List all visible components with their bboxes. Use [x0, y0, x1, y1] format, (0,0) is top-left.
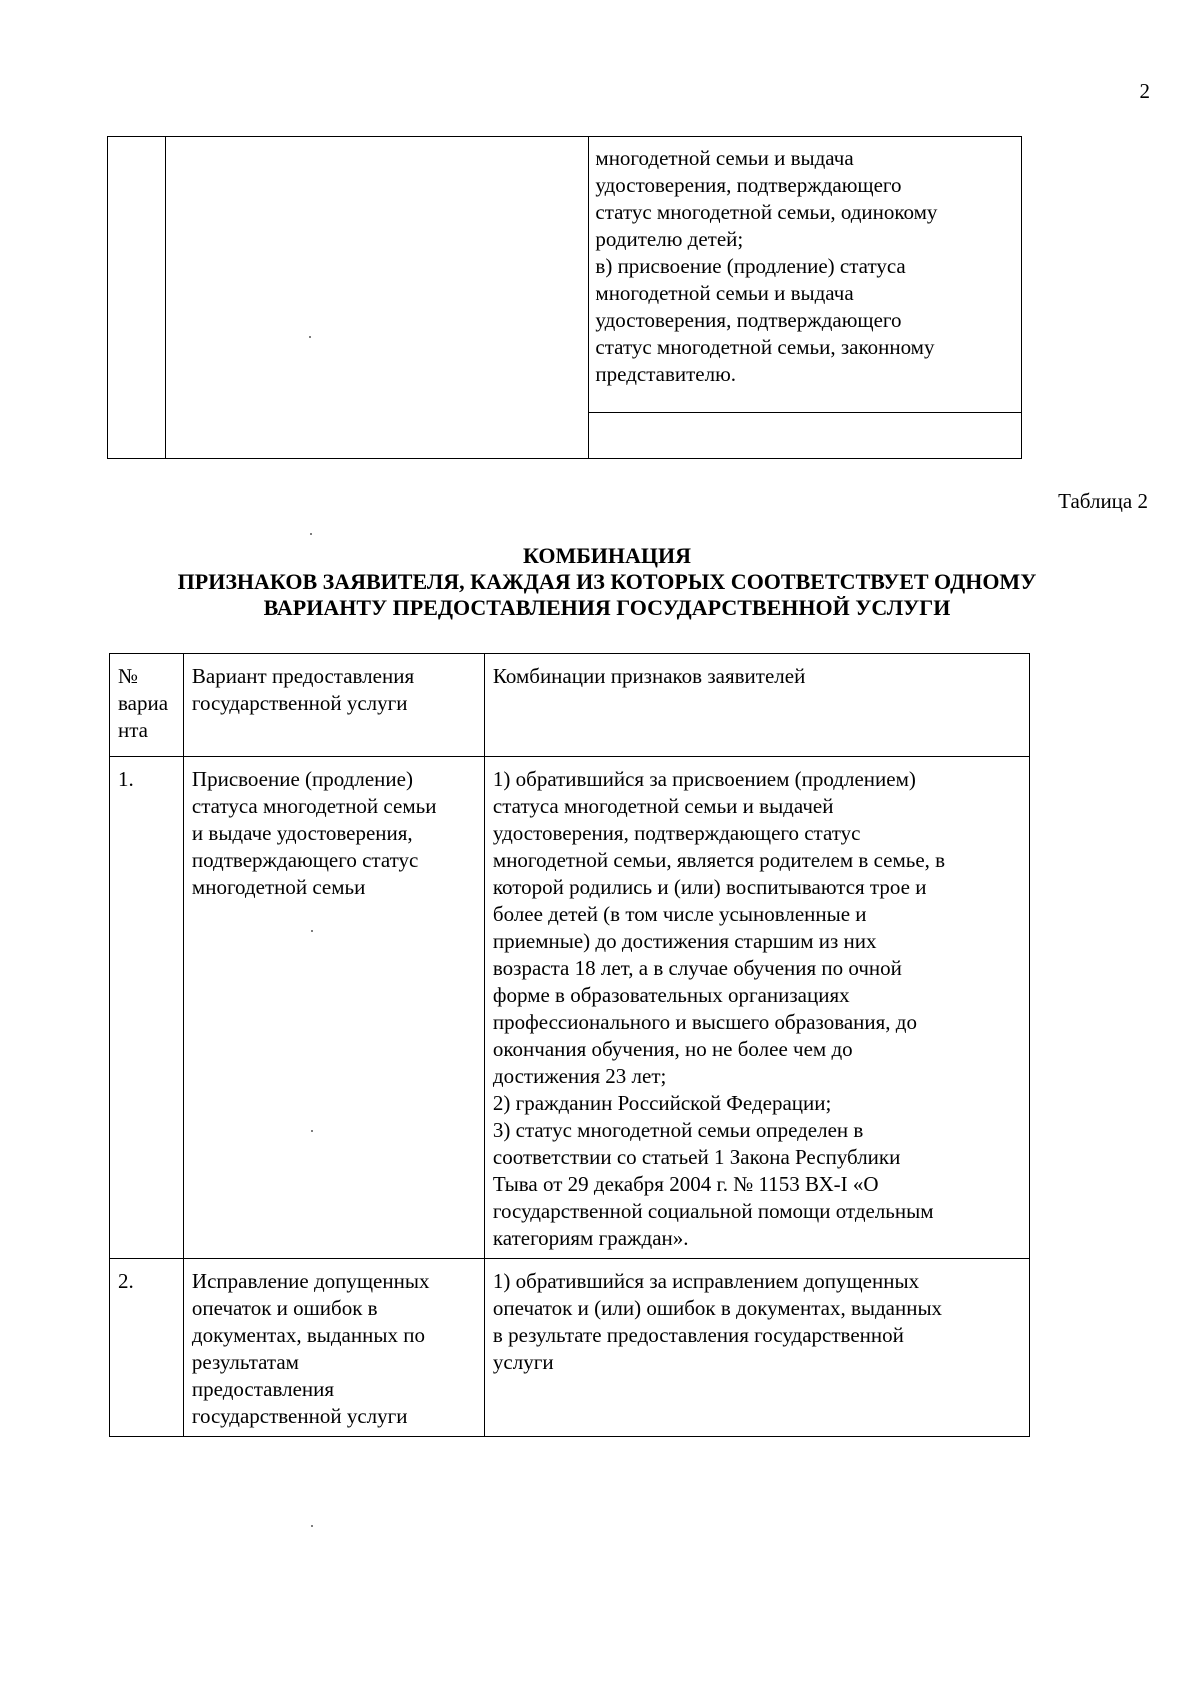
scan-speck	[311, 930, 313, 932]
scan-speck	[311, 1130, 313, 1132]
header-text: Вариант предоставления государственной услуги	[191, 664, 415, 715]
scan-speck	[310, 533, 312, 535]
table-cell	[589, 413, 1022, 459]
cell-text: многодетной семьи и выдача удостоверения, подтверждающего статус многодетной семьи, одинокому родителю детей; в) присвоение (продление) статуса многодетной семьи и выдача удостоверения, подтверждающего статус многодетной семьи, законному представителю.	[595, 146, 938, 386]
table-cell	[110, 1259, 184, 1437]
table-cell	[165, 137, 589, 459]
combination-text: 1) обратившийся за исправлением допущенных опечаток и (или) ошибок в документах, выданных в результате предоставления государственной услуги	[492, 1269, 943, 1374]
page-number: 2	[1139, 79, 1150, 103]
table-label: Таблица 2	[1058, 489, 1148, 513]
header-text: Комбинации признаков заявителей	[492, 664, 806, 688]
header-cell-combination	[484, 654, 1029, 757]
combination-text: 1) обратившийся за присвоением (продлением) статуса многодетной семьи и выдачей удостоверения, подтверждающего статус многодетной семьи, является родителем в семье, в которой родились и (или) воспитываются трое и более детей (в том числе усыновленные и приемные) до достижения старшим из них возраста 18 лет, а в случае обучения по очной форме в образовательных организациях профессионального и высшего образования, до окончания обучения, но не более чем до достижения 23 лет; 2) гражданин Российской Федерации; 3) статус многодетной семьи определен в соответствии со статьей 1 Закона Республики Тыва от 29 декабря 2004 г. № 1153 ВХ-I «О государственной социальной помощи отдельным категориям граждан».	[492, 767, 946, 1250]
table-row	[110, 1259, 1030, 1437]
combination-table	[109, 653, 1030, 1437]
header-text: № вариа нта	[118, 664, 169, 742]
table-cell	[589, 137, 1022, 413]
continued-table	[107, 136, 1022, 459]
table-cell	[484, 757, 1029, 1259]
table-row	[108, 137, 1022, 413]
row-number: 2.	[118, 1269, 134, 1293]
table-cell	[110, 757, 184, 1259]
table-cell	[183, 1259, 484, 1437]
table-cell	[108, 137, 166, 459]
table-header-row	[110, 654, 1030, 757]
header-cell-number	[110, 654, 184, 757]
row-number: 1.	[118, 767, 134, 791]
scan-speck	[311, 1525, 313, 1527]
cell-text	[108, 137, 165, 149]
table-cell	[484, 1259, 1029, 1437]
variant-text: Исправление допущенных опечаток и ошибок в документах, выданных по результатам предоставления государственной услуги	[191, 1269, 430, 1428]
header-cell-variant	[183, 654, 484, 757]
cell-text	[166, 137, 589, 149]
scan-speck	[309, 336, 311, 338]
table-row	[110, 757, 1030, 1259]
table-cell	[183, 757, 484, 1259]
cell-text	[589, 413, 1021, 425]
document-title: КОМБИНАЦИЯ ПРИЗНАКОВ ЗАЯВИТЕЛЯ, КАЖДАЯ ИЗ КОТОРЫХ СООТВЕТСТВУЕТ ОДНОМУ ВАРИАНТУ ПРЕДОСТАВЛЕНИЯ ГОСУДАРСТВЕННОЙ УСЛУГИ	[177, 543, 1037, 620]
variant-text: Присвоение (продление) статуса многодетной семьи и выдаче удостоверения, подтверждающего статус многодетной семьи	[191, 767, 437, 899]
